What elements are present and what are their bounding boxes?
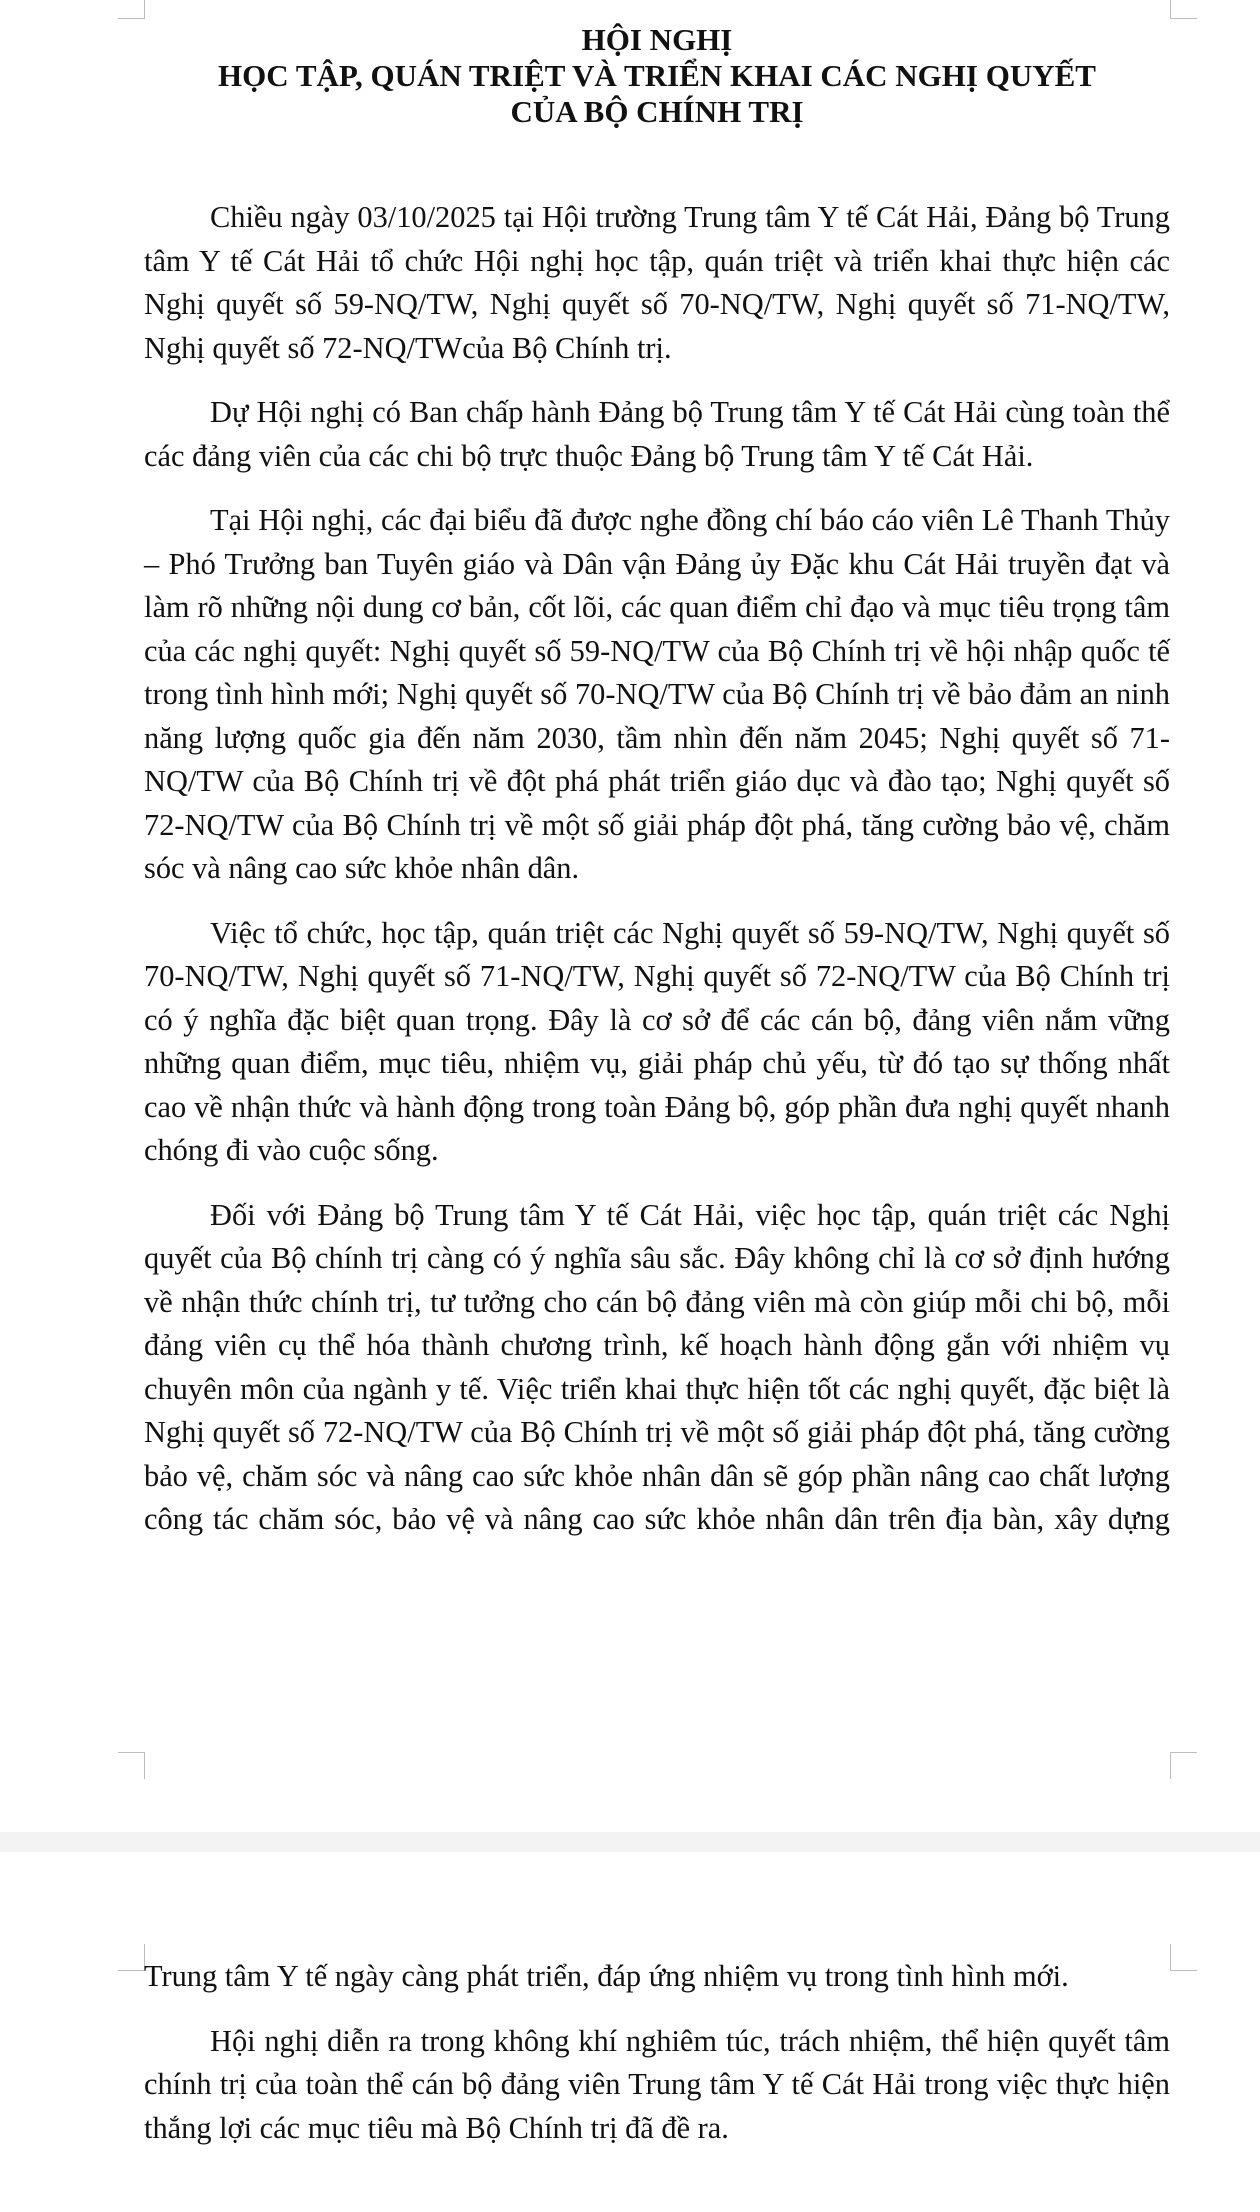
page-1-body bbox=[144, 196, 1170, 1542]
paragraph-report-content: Tại Hội nghị, các đại biểu đã được nghe đồng chí báo cáo viên Lê Thanh Thủy – Phó Trưởng ban Tuyên giáo và Dân vận Đảng ủy Đặc khu Cát Hải truyền đạt và làm rõ những nội dung cơ bản, cốt lõi, các quan điểm chỉ đạo và mục tiêu trọng tâm của các nghị quyết: Nghị quyết số 59-NQ/TW của Bộ Chính trị về hội nhập quốc tế trong tình hình mới; Nghị quyết số 70-NQ/TW của Bộ Chính trị về bảo đảm an ninh năng lượng quốc gia đến năm 2030, tầm nhìn đến năm 2045; Nghị quyết số 71-NQ/TW của Bộ Chính trị về đột phá phát triển giáo dục và đào tạo; Nghị quyết số 72-NQ/TW của Bộ Chính trị về một số giải pháp đột phá, tăng cường bảo vệ, chăm sóc và nâng cao sức khỏe nhân dân. bbox=[144, 503, 1170, 885]
crop-mark-bottom-right bbox=[1170, 1752, 1197, 1779]
crop-mark-top-right bbox=[1170, 1944, 1197, 1971]
paragraph-conference-intro: Chiều ngày 03/10/2025 tại Hội trường Trung tâm Y tế Cát Hải, Đảng bộ Trung tâm Y tế Cát Hải tổ chức Hội nghị học tập, quán triệt và triển khai thực hiện các Nghị quyết số 59-NQ/TW, Nghị quyết số 70-NQ/TW, Nghị quyết số 71-NQ/TW, Nghị quyết số 72-NQ/TWcủa Bộ Chính trị. bbox=[144, 200, 1170, 365]
paragraph-party-committee: Đối với Đảng bộ Trung tâm Y tế Cát Hải, việc học tập, quán triệt các Nghị quyết của Bộ chính trị càng có ý nghĩa sâu sắc. Đây không chỉ là cơ sở định hướng về nhận thức chính trị, tư tưởng cho cán bộ đảng viên mà còn giúp mỗi chi bộ, mỗi đảng viên cụ thể hóa thành chương trình, kế hoạch hành động gắn với nhiệm vụ chuyên môn của ngành y tế. Việc triển khai thực hiện tốt các nghị quyết, đặc biệt là Nghị quyết số 72-NQ/TW của Bộ Chính trị về một số giải pháp đột phá, tăng cường bảo vệ, chăm sóc và nâng cao sức khỏe nhân dân sẽ góp phần nâng cao chất lượng công tác chăm sóc, bảo vệ và nâng cao sức khỏe nhân dân trên địa bàn, xây dựng bbox=[144, 1197, 1170, 1536]
title-line-3: CỦA BỘ CHÍNH TRỊ bbox=[510, 94, 804, 129]
crop-mark-top-left bbox=[118, 1944, 145, 1971]
paragraph-attendees: Dự Hội nghị có Ban chấp hành Đảng bộ Trung tâm Y tế Cát Hải cùng toàn thể các đảng viên của các chi bộ trực thuộc Đảng bộ Trung tâm Y tế Cát Hải. bbox=[144, 395, 1170, 473]
paragraph-continuation: Trung tâm Y tế ngày càng phát triển, đáp ứng nhiệm vụ trong tình hình mới. bbox=[144, 1959, 1069, 1993]
title-line-1: HỘI NGHỊ bbox=[581, 22, 733, 57]
page-2-body bbox=[144, 1955, 1170, 2171]
paragraph-significance: Việc tổ chức, học tập, quán triệt các Nghị quyết số 59-NQ/TW, Nghị quyết số 70-NQ/TW, Nghị quyết số 71-NQ/TW, Nghị quyết số 72-NQ/TW của Bộ Chính trị có ý nghĩa đặc biệt quan trọng. Đây là cơ sở để các cán bộ, đảng viên nắm vững những quan điểm, mục tiêu, nhiệm vụ, giải pháp chủ yếu, từ đó tạo sự thống nhất cao về nhận thức và hành động trong toàn Đảng bộ, góp phần đưa nghị quyết nhanh chóng đi vào cuộc sống. bbox=[144, 915, 1170, 1167]
title-line-2: HỌC TẬP, QUÁN TRIỆT VÀ TRIỂN KHAI CÁC NGHỊ QUYẾT bbox=[218, 58, 1096, 93]
crop-mark-top-right bbox=[1170, 0, 1197, 19]
paragraph-closing: Hội nghị diễn ra trong không khí nghiêm túc, trách nhiệm, thể hiện quyết tâm chính trị của toàn thể cán bộ đảng viên Trung tâm Y tế Cát Hải trong việc thực hiện thắng lợi các mục tiêu mà Bộ Chính trị đã đề ra. bbox=[144, 2023, 1170, 2145]
crop-mark-bottom-left bbox=[118, 1752, 145, 1779]
crop-mark-top-left bbox=[118, 0, 145, 19]
document-title bbox=[144, 22, 1170, 130]
document-page-2 bbox=[0, 1852, 1260, 2212]
